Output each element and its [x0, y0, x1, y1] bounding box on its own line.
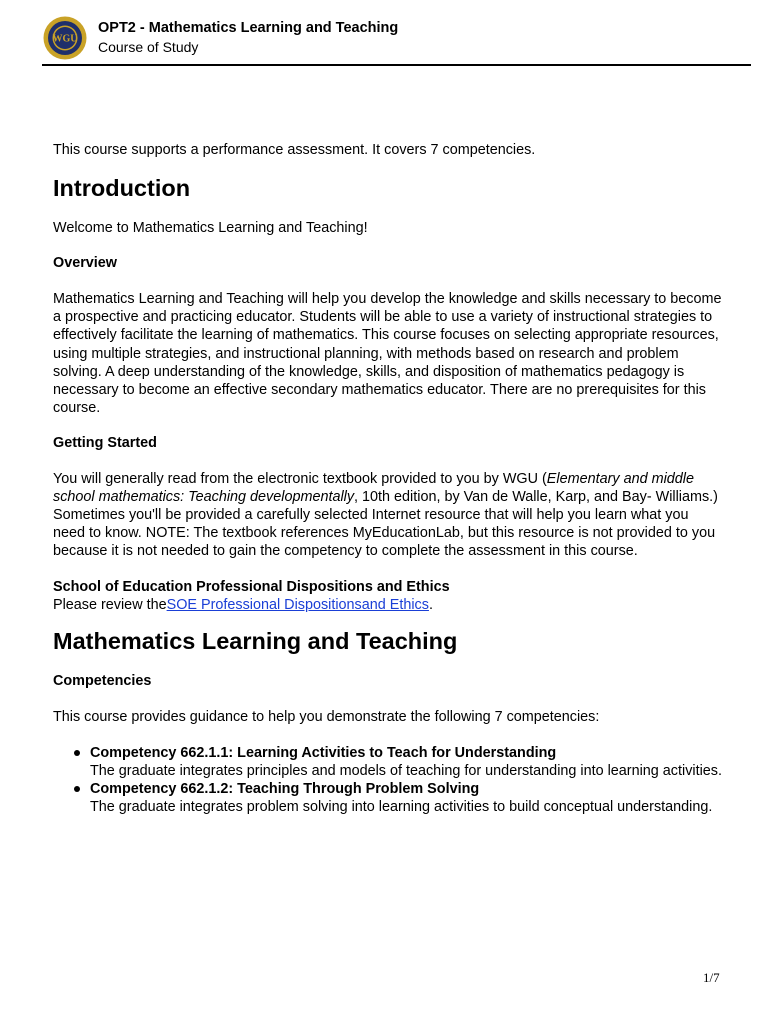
- soe-label: School of Education Professional Dispositions and Ethics: [53, 578, 450, 595]
- introduction-heading: Introduction: [53, 175, 191, 202]
- document-title: OPT2 - Mathematics Learning and Teaching: [98, 20, 399, 36]
- competencies-intro: This course provides guidance to help you demonstrate the following 7 competencies:: [53, 708, 600, 725]
- overview-label: Overview: [53, 255, 117, 272]
- welcome-text: Welcome to Mathematics Learning and Teaching!: [53, 220, 368, 237]
- competency-description: The graduate integrates principles and models of teaching for understanding into learning activities.: [90, 762, 722, 779]
- soe-pre: Please review the: [53, 596, 167, 613]
- competencies-label: Competencies: [53, 672, 152, 689]
- competency-list: [53, 744, 723, 816]
- overview-text: Mathematics Learning and Teaching will help you develop the knowledge and skills necessary to become a prospective and practicing educator. Students will be able to use a variety of instructional strategies to effectively facilitate the learning of mathematics. This course focuses on selecting appropriate resources, using multiple strategies, and instructional planning, with methods based on research and problem solving. A deep understanding of the knowledge, skills, and disposition of mathematics pedagogy is necessary to become an effective secondary mathematics educator. There are no prerequisites for this course.: [53, 291, 722, 416]
- competency-title: Competency 662.1.2: Teaching Through Problem Solving: [90, 781, 480, 798]
- soe-review-text: [53, 596, 723, 614]
- getting-started-label: Getting Started: [53, 434, 157, 451]
- getting-started-text: [53, 470, 723, 560]
- intro-line: This course supports a performance assessment. It covers 7 competencies.: [53, 142, 536, 158]
- list-item: [90, 780, 723, 816]
- wgu-logo-icon: [43, 16, 87, 60]
- bullet-icon: [74, 750, 80, 756]
- page-header: [42, 14, 751, 66]
- list-item: [90, 744, 723, 780]
- soe-post: .: [428, 596, 433, 613]
- competency-description: The graduate integrates problem solving into learning activities to build conceptual understanding.: [90, 799, 713, 816]
- getting-started-post: , 10th edition, by Van de Walle, Karp, and Bay- Williams.) Sometimes you'll be provided a carefully selected Internet resource that will help you learn what you need to know. NOTE: The textbook references MyEducationLab, but this resource is not provided to you because it is not needed to gain the competency to complete the assessment in this course.: [53, 489, 718, 560]
- textbook-title: Elementary and middle school mathematics: Teaching developmentally: [53, 471, 694, 506]
- mlt-heading: Mathematics Learning and Teaching: [53, 627, 458, 654]
- competency-title: Competency 662.1.1: Learning Activities to Teach for Understanding: [90, 744, 557, 761]
- page-number: 1/7: [703, 970, 720, 985]
- bullet-icon: [74, 786, 80, 792]
- soe-dispositions-link[interactable]: SOE Professional Dispositionsand Ethics: [166, 596, 429, 613]
- document-subtitle: Course of Study: [98, 39, 199, 55]
- document-body: [53, 141, 723, 816]
- svg-text:WGU: WGU: [52, 33, 78, 45]
- getting-started-pre: You will generally read from the electronic textbook provided to you by WGU (: [53, 471, 547, 488]
